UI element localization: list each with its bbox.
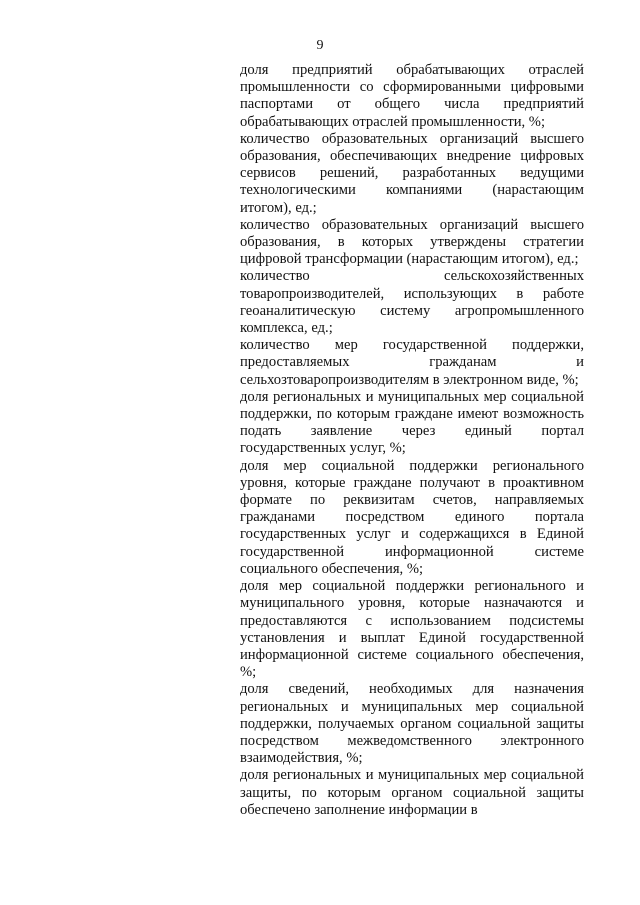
paragraph-4: количество сельскохозяйственных товаропроизводителей, использующих в работе геоаналитическую систему агропромышленного комплекса, ед.; — [240, 268, 584, 337]
page-number: 9 — [316, 38, 324, 53]
paragraph-9: доля сведений, необходимых для назначения региональных и муниципальных мер социальной поддержки, получаемых органом социальной защиты посредством межведомственного электронного взаимодействия, %; — [240, 681, 584, 767]
paragraph-8: доля мер социальной поддержки регионального и муниципального уровня, которые назначаются и предоставляются с использованием подсистемы установления и выплат Единой государственной информационной системе социального обеспечения, %; — [240, 578, 584, 681]
paragraph-2: количество образовательных организаций высшего образования, обеспечивающих внедрение цифровых сервисов решений, разработанных ведущими технологическими компаниями (нарастающим итогом), ед.; — [240, 130, 584, 216]
paragraph-1: доля предприятий обрабатывающих отраслей промышленности со сформированными цифровыми паспортами от общего числа предприятий обрабатывающих отраслей промышленности, %; — [240, 62, 584, 130]
document-body — [240, 62, 584, 819]
paragraph-10: доля региональных и муниципальных мер социальной защиты, по которым органом социальной защиты обеспечено заполнение информации в — [240, 767, 584, 818]
paragraph-3: количество образовательных организаций высшего образования, в которых утверждены стратегии цифровой трансформации (нарастающим итогом), ед.; — [240, 216, 584, 268]
paragraph-5: количество мер государственной поддержки, предоставляемых гражданам и сельхозтоваропроизводителям в электронном виде, %; — [240, 337, 584, 388]
paragraph-7: доля мер социальной поддержки регионального уровня, которые граждане получают в проактивном формате по реквизитам счетов, направляемых гражданами посредством единого портала государственных услуг и содержащихся в Единой государственной информационной системе социального обеспечения, %; — [240, 457, 584, 577]
paragraph-6: доля региональных и муниципальных мер социальной поддержки, по которым граждане имеют возможность подать заявление через единый портал государственных услуг, %; — [240, 388, 584, 457]
